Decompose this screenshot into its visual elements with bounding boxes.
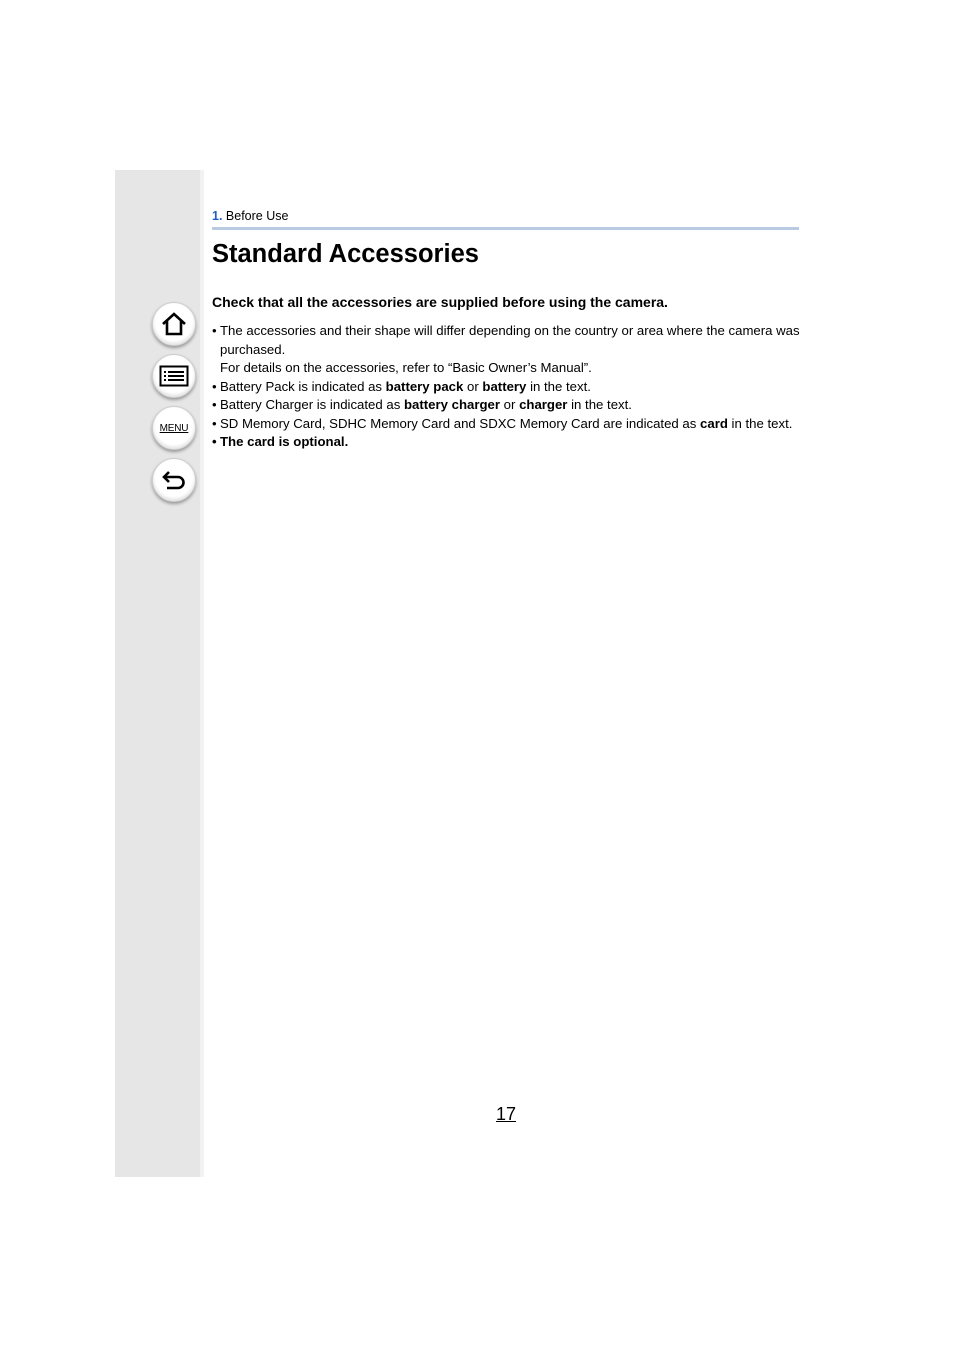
note-emphasis: battery charger [403, 397, 500, 412]
home-button[interactable] [152, 302, 196, 346]
lead-text: Check that all the accessories are supplied before using the camera. [212, 294, 668, 310]
note-item [212, 415, 802, 434]
note-text: The card is optional. [220, 434, 349, 449]
note-emphasis: battery pack [385, 378, 464, 394]
back-arrow-icon [160, 468, 188, 492]
note-text: SD Memory Card, SDHC Memory Card and SDXC Memory Card are indicated as [220, 415, 701, 431]
note-text: or [463, 378, 483, 394]
note-emphasis: card [700, 415, 728, 431]
menu-label: MENU [159, 422, 189, 434]
note-item [212, 396, 802, 415]
sidebar-edge [200, 170, 204, 1177]
note-emphasis: charger [519, 397, 568, 412]
note-text: in the text. [727, 415, 793, 431]
note-text: in the text. [526, 378, 591, 394]
back-button[interactable] [152, 458, 196, 502]
note-text: or [500, 397, 520, 412]
note-text: Battery Pack is indicated as [220, 378, 386, 394]
note-text: The accessories and their shape will differ depending on the country or area where the camera was purchased. [220, 323, 800, 357]
chapter-title: Before Use [225, 209, 289, 223]
note-item [212, 322, 802, 378]
note-item [212, 378, 802, 397]
list-icon [159, 365, 189, 387]
page-title: Standard Accessories [212, 240, 479, 268]
note-text: For details on the accessories, refer to “Basic Owner’s Manual”. [220, 360, 592, 375]
header-rule [212, 227, 799, 230]
note-text: Battery Charger is indicated as [220, 397, 404, 412]
note-text: in the text. [567, 397, 632, 412]
contents-button[interactable] [152, 354, 196, 398]
home-icon [160, 311, 188, 337]
chapter-number: 1. [212, 209, 223, 223]
page-number: 17 [495, 1104, 517, 1124]
breadcrumb [212, 209, 799, 223]
menu-button[interactable] [152, 406, 196, 450]
notes-list [212, 322, 802, 452]
note-item [212, 433, 802, 452]
note-emphasis: battery [482, 378, 527, 394]
